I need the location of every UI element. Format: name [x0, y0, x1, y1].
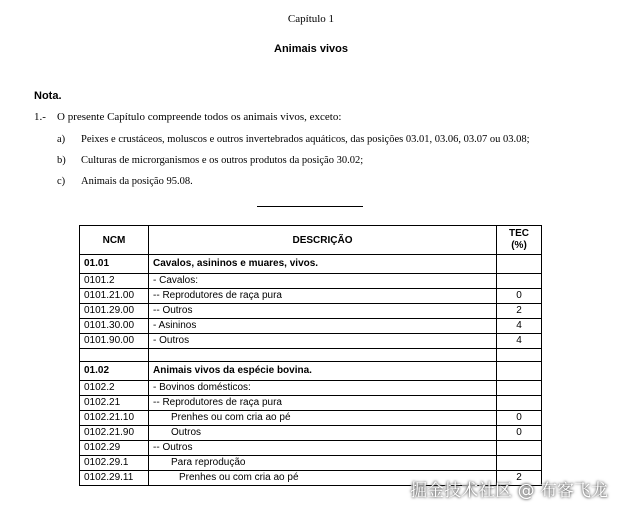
desc-cell: - Outros: [149, 334, 497, 349]
page-title: Animais vivos: [274, 43, 348, 55]
tec-cell: 0: [497, 426, 542, 441]
tec-cell: [497, 255, 542, 274]
tec-cell: 4: [497, 334, 542, 349]
desc-cell: - Cavalos:: [149, 274, 497, 289]
table-row: [80, 289, 542, 304]
desc-cell: Prenhes ou com cria ao pé: [149, 411, 497, 426]
tec-cell: [497, 456, 542, 471]
table-blank-row: [80, 349, 542, 362]
note-item-text: Culturas de microrganismos e os outros produtos da posição 30.02;: [81, 155, 364, 166]
ncm-cell: 0101.21.00: [80, 289, 149, 304]
ncm-cell: 0102.21: [80, 396, 149, 411]
watermark: 掘金技术社区 @ 布客飞龙: [410, 481, 608, 501]
chapter-label: Capítulo 1: [287, 13, 335, 25]
header-descricao: DESCRIÇÃO: [149, 226, 497, 255]
ncm-cell: 0102.29.11: [80, 471, 149, 486]
table-row: [80, 456, 542, 471]
note-number: 1.-: [34, 111, 46, 123]
ncm-cell: 0102.21.10: [80, 411, 149, 426]
table-row: [80, 274, 542, 289]
desc-cell: - Asininos: [149, 319, 497, 334]
ncm-cell: 01.02: [80, 362, 149, 381]
note-item-label: a): [57, 134, 66, 145]
tec-cell: [497, 274, 542, 289]
separator-line: [257, 206, 363, 207]
header-ncm: NCM: [80, 226, 149, 255]
table-row: [80, 426, 542, 441]
table-header-row: [80, 226, 542, 255]
note-item-text: Animais da posição 95.08.: [81, 176, 193, 187]
desc-cell: Prenhes ou com cria ao pé: [149, 471, 497, 486]
desc-cell: Para reprodução: [149, 456, 497, 471]
tec-cell: 0: [497, 411, 542, 426]
note-item-text: Peixes e crustáceos, moluscos e outros invertebrados aquáticos, das posições 03.01, 03.06, 03.07 ou 03.08;: [81, 134, 530, 145]
desc-cell: - Bovinos domésticos:: [149, 381, 497, 396]
table-row: [80, 334, 542, 349]
tec-cell: [497, 362, 542, 381]
tec-cell: [497, 396, 542, 411]
table-row: [80, 381, 542, 396]
desc-cell: -- Outros: [149, 304, 497, 319]
ncm-cell: 0102.29.1: [80, 456, 149, 471]
tec-cell: 0: [497, 289, 542, 304]
note-text: O presente Capítulo compreende todos os animais vivos, exceto:: [57, 111, 342, 123]
ncm-cell: 0102.29: [80, 441, 149, 456]
table-row: [80, 255, 542, 274]
ncm-table: [79, 225, 542, 486]
note-item-label: b): [57, 155, 66, 166]
note-item-label: c): [57, 176, 66, 187]
desc-cell: -- Reprodutores de raça pura: [149, 289, 497, 304]
table-row: [80, 362, 542, 381]
table-row: [80, 319, 542, 334]
ncm-cell: 0101.29.00: [80, 304, 149, 319]
desc-cell: -- Outros: [149, 441, 497, 456]
tec-cell: [497, 381, 542, 396]
ncm-cell: 0101.30.00: [80, 319, 149, 334]
tec-cell: 2: [497, 304, 542, 319]
table-row: [80, 411, 542, 426]
tec-cell: 2: [497, 471, 542, 486]
ncm-cell: 0102.2: [80, 381, 149, 396]
ncm-cell: 01.01: [80, 255, 149, 274]
desc-cell: Animais vivos da espécie bovina.: [149, 362, 497, 381]
desc-cell: Outros: [149, 426, 497, 441]
desc-cell: Cavalos, asininos e muares, vivos.: [149, 255, 497, 274]
table-row: [80, 304, 542, 319]
ncm-cell: 0101.90.00: [80, 334, 149, 349]
nota-heading: Nota.: [34, 90, 62, 102]
table-row: [80, 441, 542, 456]
table-row: [80, 396, 542, 411]
ncm-cell: 0102.21.90: [80, 426, 149, 441]
tec-cell: [497, 441, 542, 456]
desc-cell: -- Reprodutores de raça pura: [149, 396, 497, 411]
header-tec: TEC (%): [497, 226, 542, 255]
tec-cell: 4: [497, 319, 542, 334]
ncm-cell: 0101.2: [80, 274, 149, 289]
